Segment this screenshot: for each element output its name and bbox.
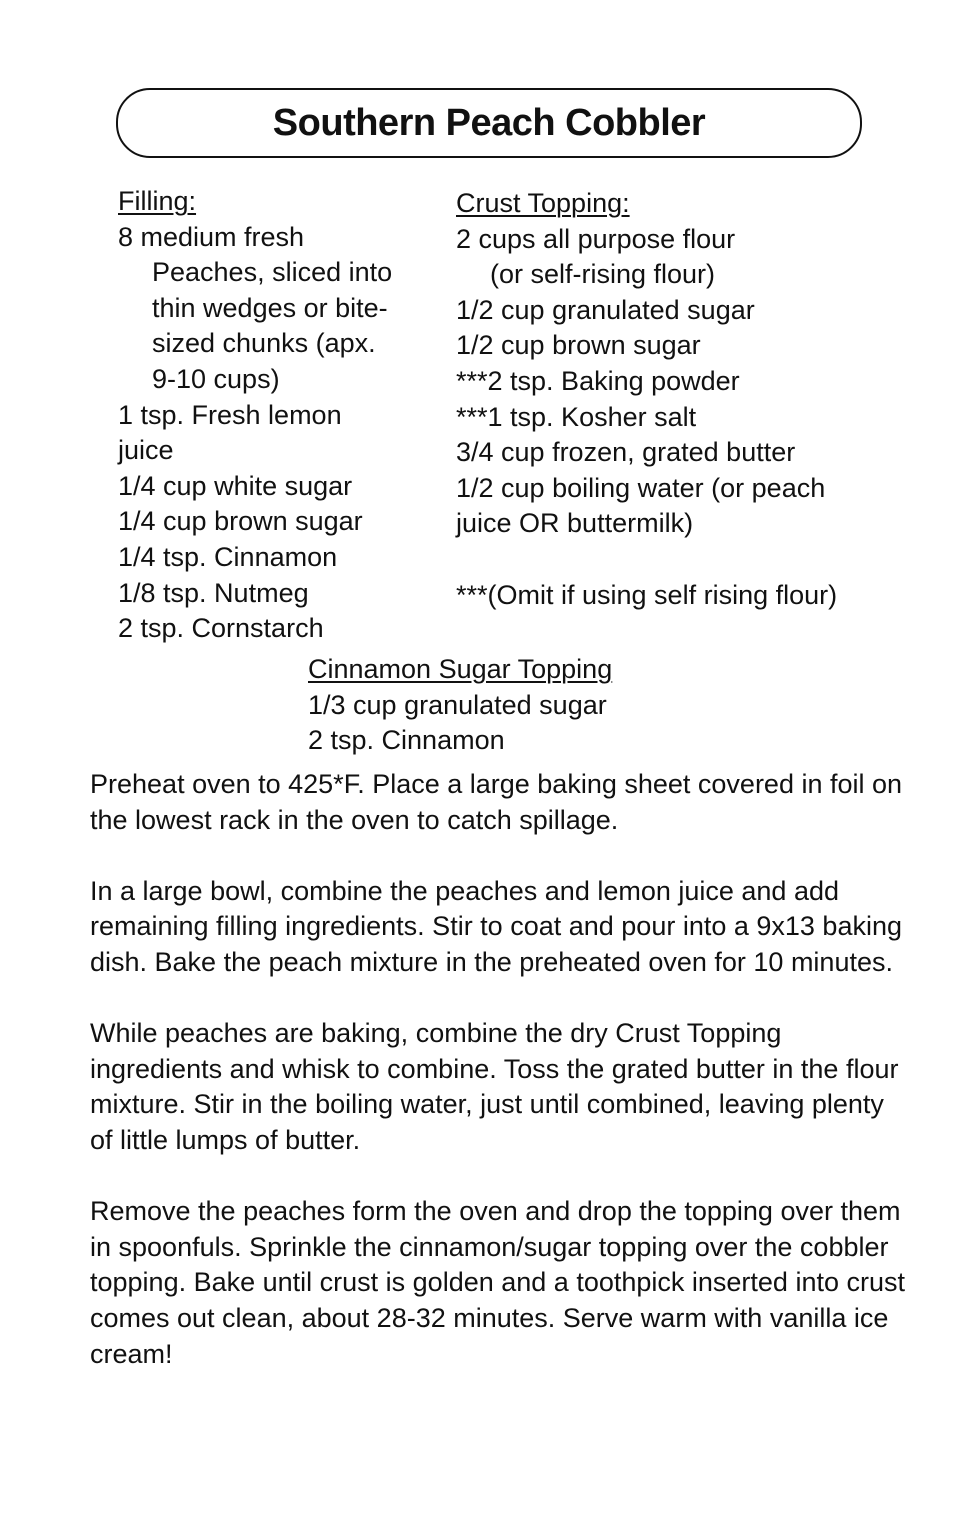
cinnamon-sugar-heading: Cinnamon Sugar Topping [308, 654, 613, 684]
instructions [90, 767, 910, 1408]
crust-topping-section [456, 186, 896, 613]
filling-line: 1/4 cup white sugar [118, 470, 353, 501]
filling-line: 2 tsp. Cornstarch [118, 613, 324, 644]
cinnamon-line: 1/3 cup granulated sugar [308, 689, 607, 720]
cinnamon-sugar-section [308, 652, 728, 759]
crust-line: ***1 tsp. Kosher salt [456, 401, 697, 432]
filling-line: 1/8 tsp. Nutmeg [118, 577, 309, 608]
crust-line: (or self-rising flour) [490, 259, 716, 290]
crust-line: 1/2 cup boiling water (or peach [456, 472, 826, 503]
crust-line: juice OR buttermilk) [456, 508, 694, 539]
filling-line: 1/4 cup brown sugar [118, 506, 363, 537]
filling-heading: Filling: [118, 186, 197, 216]
instruction-paragraph: Preheat oven to 425*F. Place a large baking sheet covered in foil on the lowest rack in the oven to catch spillage. [90, 769, 903, 835]
crust-line: 3/4 cup frozen, grated butter [456, 437, 796, 468]
filling-line: thin wedges or bite- [152, 292, 388, 323]
crust-line: 1/2 cup granulated sugar [456, 294, 755, 325]
filling-line: 1 tsp. Fresh lemon [118, 399, 342, 430]
filling-line: Peaches, sliced into [152, 257, 393, 288]
title-banner [116, 88, 862, 158]
crust-footnote: ***(Omit if using self rising flour) [456, 579, 838, 610]
instruction-paragraph: In a large bowl, combine the peaches and lemon juice and add remaining filling ingredients. Stir to coat and pour into a 9x13 baking dish. Bake the peach mixture in the preheated oven for 10 minutes. [90, 875, 902, 977]
filling-line: 1/4 tsp. Cinnamon [118, 541, 338, 572]
crust-line: ***2 tsp. Baking powder [456, 365, 740, 396]
filling-line: 8 medium fresh [118, 221, 305, 252]
filling-line: 9-10 cups) [152, 363, 280, 394]
filling-line: sized chunks (apx. [152, 328, 376, 359]
crust-topping-heading: Crust Topping: [456, 188, 630, 218]
filling-line: juice [118, 435, 174, 466]
crust-line: 1/2 cup brown sugar [456, 330, 701, 361]
cinnamon-line: 2 tsp. Cinnamon [308, 725, 505, 756]
recipe-title: Southern Peach Cobbler [272, 101, 706, 144]
spacer [456, 542, 896, 578]
crust-line: 2 cups all purpose flour [456, 223, 736, 254]
instruction-paragraph: While peaches are baking, combine the dry Crust Topping ingredients and whisk to combine. Toss the grated butter in the flour mixture. Stir in the boiling water, just until combined, leaving plenty of little lumps of butter. [90, 1018, 899, 1155]
instruction-paragraph: Remove the peaches form the oven and drop the topping over them in spoonfuls. Sprinkle the cinnamon/sugar topping over the cobbler topping. Bake until crust is golden and a toothpick inserted into crust comes out clean, about 28-32 minutes. Serve warm with vanilla ice cream! [90, 1196, 905, 1369]
filling-section [118, 184, 438, 647]
